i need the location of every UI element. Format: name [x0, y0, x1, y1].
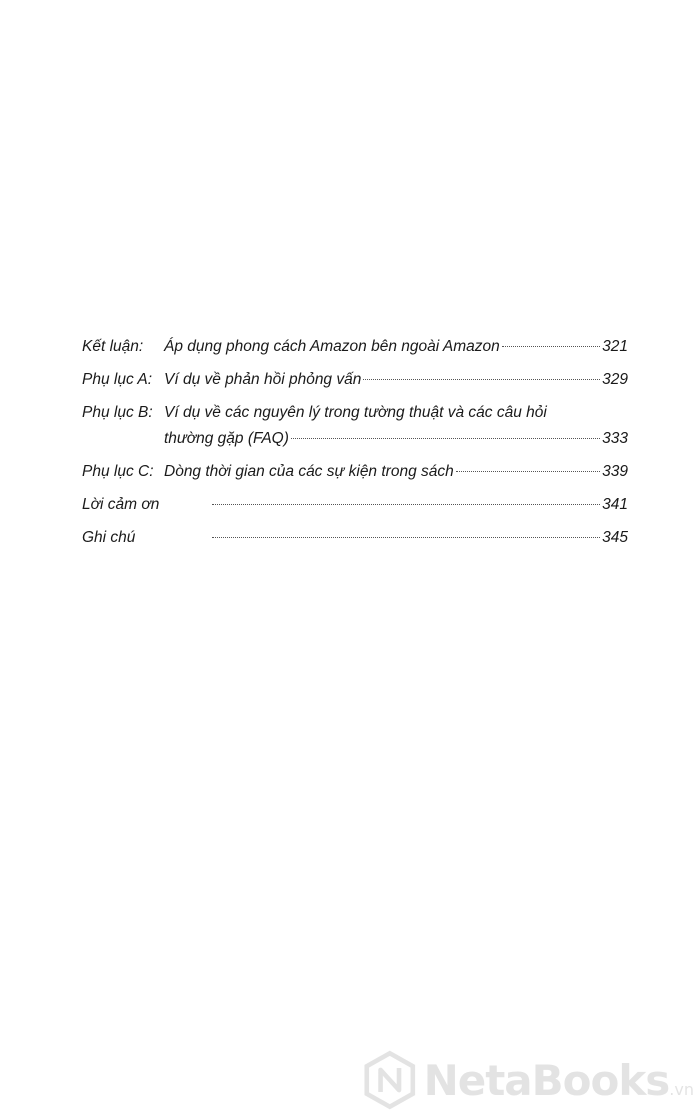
dot-leader	[212, 537, 600, 538]
toc-page-number: 329	[602, 371, 628, 388]
toc-entry-phu-luc-c[interactable]	[82, 459, 628, 485]
toc-entry-title-continued: thường gặp (FAQ)	[164, 430, 289, 447]
dot-leader	[456, 471, 600, 472]
watermark-brand-text: NetaBooks.vn	[423, 1055, 694, 1105]
toc-entry-label: Phụ lục C:	[82, 463, 154, 480]
toc-entry-title: Áp dụng phong cách Amazon bên ngoài Amazon	[164, 338, 500, 355]
toc-entry-ket-luan[interactable]	[82, 334, 628, 360]
toc-entry-title: Ví dụ về phản hồi phỏng vấn	[164, 371, 362, 388]
toc-entry-phu-luc-b[interactable]	[82, 400, 628, 452]
dot-leader	[212, 504, 600, 505]
toc-entry-loi-cam-on[interactable]	[82, 492, 628, 518]
n-hexagon-icon	[364, 1049, 416, 1111]
toc-entry-label: Phụ lục A:	[82, 371, 153, 388]
toc-page-number: 341	[602, 496, 628, 513]
dot-leader	[291, 438, 600, 439]
toc-entry-title: Dòng thời gian của các sự kiện trong sách	[164, 463, 454, 480]
watermark-suffix: .vn	[669, 1079, 694, 1099]
toc-entry-label: Ghi chú	[82, 529, 136, 546]
toc-entry-title: Ví dụ về các nguyên lý trong tường thuật và các câu hỏi	[164, 404, 547, 421]
table-of-contents	[82, 334, 628, 551]
toc-entry-phu-luc-a[interactable]	[82, 367, 628, 393]
toc-page-number: 339	[602, 463, 628, 480]
toc-page-number: 333	[602, 430, 628, 447]
toc-entry-ghi-chu[interactable]	[82, 525, 628, 551]
toc-entry-label: Lời cảm ơn	[82, 496, 160, 513]
dot-leader	[363, 379, 600, 380]
netabooks-watermark	[364, 1045, 694, 1115]
toc-page-number: 345	[602, 529, 628, 546]
toc-page-number: 321	[602, 338, 628, 355]
dot-leader	[502, 346, 600, 347]
toc-entry-label: Kết luận:	[82, 338, 144, 355]
toc-entry-label: Phụ lục B:	[82, 404, 153, 421]
